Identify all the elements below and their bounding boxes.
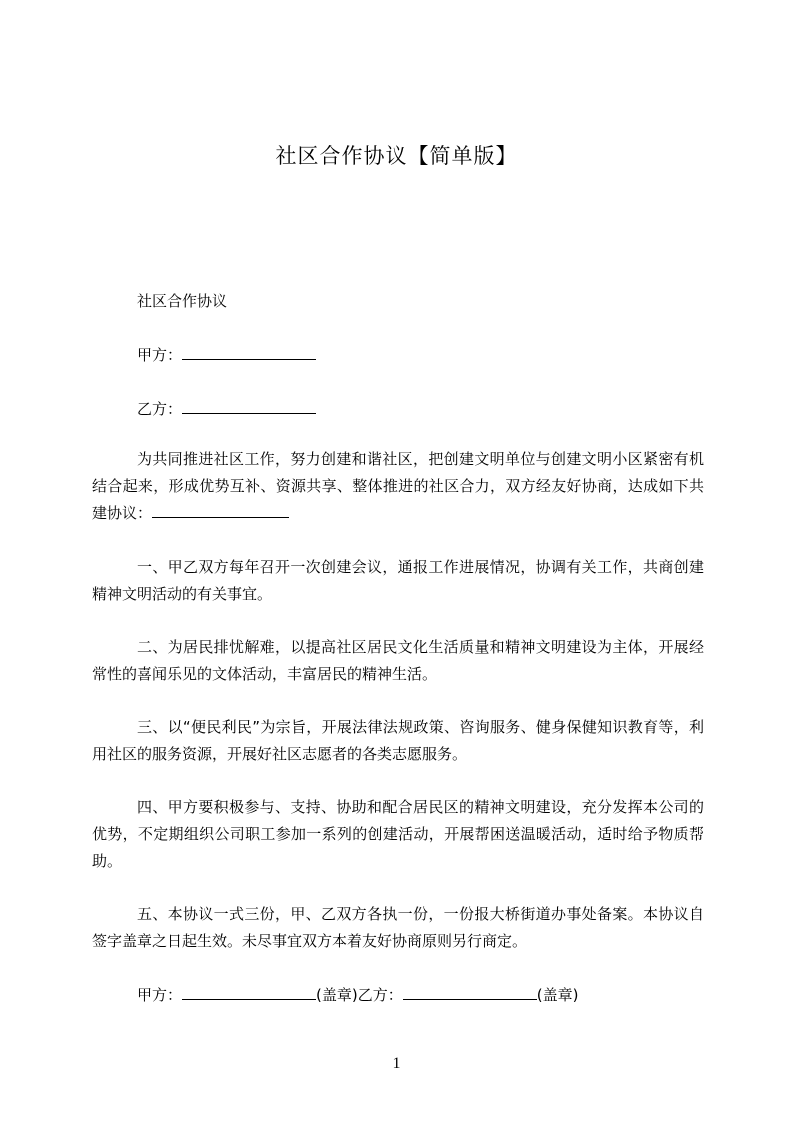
document-title: 社区合作协议【简单版】 bbox=[275, 144, 518, 168]
agreement-subtitle: 社区合作协议 bbox=[137, 292, 228, 310]
clause-4: 四、甲方要积极参与、支持、协助和配合居民区的精神文明建设，充分发挥本公司的优势，不定期组织公司职工参加一系列的创建活动，开展帮困送温暖活动，适时给予物质帮助。 bbox=[92, 798, 704, 870]
signature-party-a-label: 甲方： bbox=[137, 986, 183, 1004]
party-a-line bbox=[137, 343, 316, 366]
clause-2: 二、为居民排忧解难，以提高社区居民文化生活质量和精神文明建设为主体，开展经常性的喜闻乐见的文体活动，丰富居民的精神生活。 bbox=[92, 638, 704, 683]
party-b-blank bbox=[182, 397, 316, 414]
signature-party-b-blank bbox=[403, 983, 537, 1000]
page-number: 1 bbox=[392, 1055, 401, 1072]
clause-3: 三、以“便民利民”为宗旨，开展法律法规政策、咨询服务、健身保健知识教育等，利用社区的服务资源，开展好社区志愿者的各类志愿服务。 bbox=[92, 718, 704, 763]
clause-1: 一、甲乙双方每年召开一次创建会议，通报工作进展情况，协调有关工作，共商创建精神文明活动的有关事宜。 bbox=[92, 558, 704, 603]
signature-line bbox=[137, 983, 578, 1006]
clause-5: 五、本协议一式三份，甲、乙双方各执一份，一份报大桥街道办事处备案。本协议自签字盖章之日起生效。未尽事宜双方本着友好协商原则另行商定。 bbox=[92, 905, 704, 950]
signature-party-a-blank bbox=[182, 983, 316, 1000]
signature-party-b-label: 乙方： bbox=[357, 986, 403, 1004]
party-b-line bbox=[137, 397, 316, 420]
intro-blank bbox=[152, 501, 289, 518]
seal-a: (盖章) bbox=[316, 986, 358, 1004]
party-a-blank bbox=[182, 343, 316, 360]
intro-paragraph bbox=[92, 446, 704, 527]
party-a-label: 甲方： bbox=[137, 346, 183, 364]
intro-text: 为共同推进社区工作，努力创建和谐社区，把创建文明单位与创建文明小区紧密有机结合起来，形成优势互补、资源共享、整体推进的社区合力，双方经友好协商，达成如下共建协议： bbox=[92, 450, 704, 522]
party-b-label: 乙方： bbox=[137, 400, 183, 418]
seal-b: (盖章) bbox=[536, 986, 579, 1004]
